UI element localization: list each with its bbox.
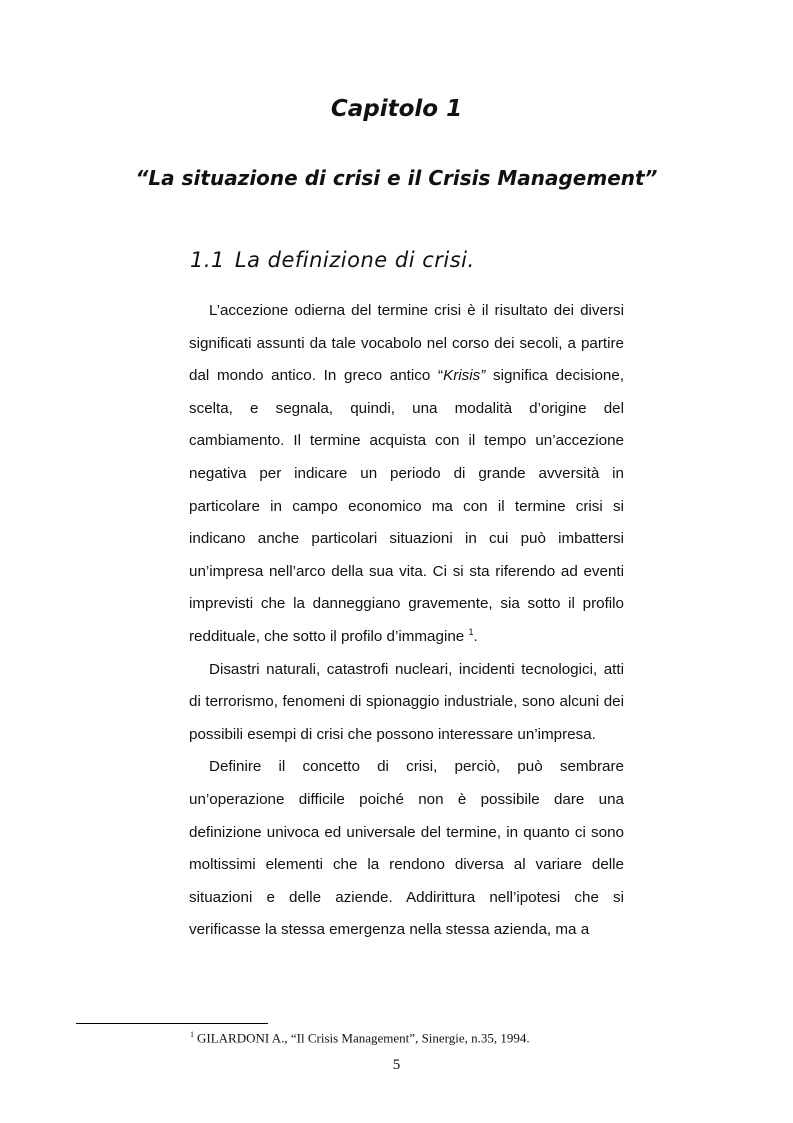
section-number: 1.1 bbox=[190, 248, 225, 272]
paragraph: Disastri naturali, catastrofi nucleari, incidenti tecnologici, atti di terrorismo, fenomeni di spionaggio industriale, sono alcuni dei possibili esempi di crisi che possono interessare un’impresa. bbox=[189, 660, 624, 743]
page-number: 5 bbox=[392, 1057, 401, 1073]
chapter-title: Capitolo 1 bbox=[330, 96, 463, 122]
footnote bbox=[190, 1030, 530, 1046]
paragraph bbox=[189, 295, 624, 654]
paragraph-text: L’accezione odierna del termine crisi è il risultato dei diversi significati assunti da tale vocabolo nel corso dei secoli, a partire dal mondo antico. In greco antico “ bbox=[189, 302, 624, 385]
footnote-text: GILARDONI A., “Il Crisis Management”, Sinergie, n.35, 1994. bbox=[197, 1030, 530, 1046]
chapter-subtitle: “La situazione di crisi e il Crisis Management” bbox=[135, 166, 658, 190]
body-text bbox=[189, 295, 624, 947]
section-heading bbox=[190, 248, 475, 272]
paragraph-text: significa decisione, scelta, e segnala, quindi, una modalità d’origine del cambiamento. Il termine acquista con il tempo un’accezione negativa per indicare un periodo di grande avversità in particolare in campo economico ma con il termine crisi si indicano anche particolari situazioni in cui può imbattersi un’impresa nell’arco della sua vita. Ci si sta riferendo ad eventi imprevisti che la danneggiano gravemente, sia sotto il profilo reddituale, che sotto il profilo d’immagine bbox=[189, 367, 625, 645]
paragraph-text: . bbox=[473, 627, 478, 645]
footnote-separator bbox=[76, 1023, 268, 1024]
paragraph: Definire il concetto di crisi, perciò, può sembrare un’operazione difficile poiché non è possibile dare una definizione univoca ed universale del termine, in quanto ci sono moltissimi elementi che la rendono diversa al variare delle situazioni e delle aziende. Addirittura nell’ipotesi che si verificasse la stessa emergenza nella stessa azienda, ma a bbox=[189, 758, 624, 939]
footnote-marker: 1 bbox=[190, 1030, 194, 1039]
emphasis-term: Krisis” bbox=[443, 367, 486, 385]
footnote-reference[interactable]: 1 bbox=[468, 626, 474, 637]
section-title: La definizione di crisi. bbox=[234, 248, 475, 272]
